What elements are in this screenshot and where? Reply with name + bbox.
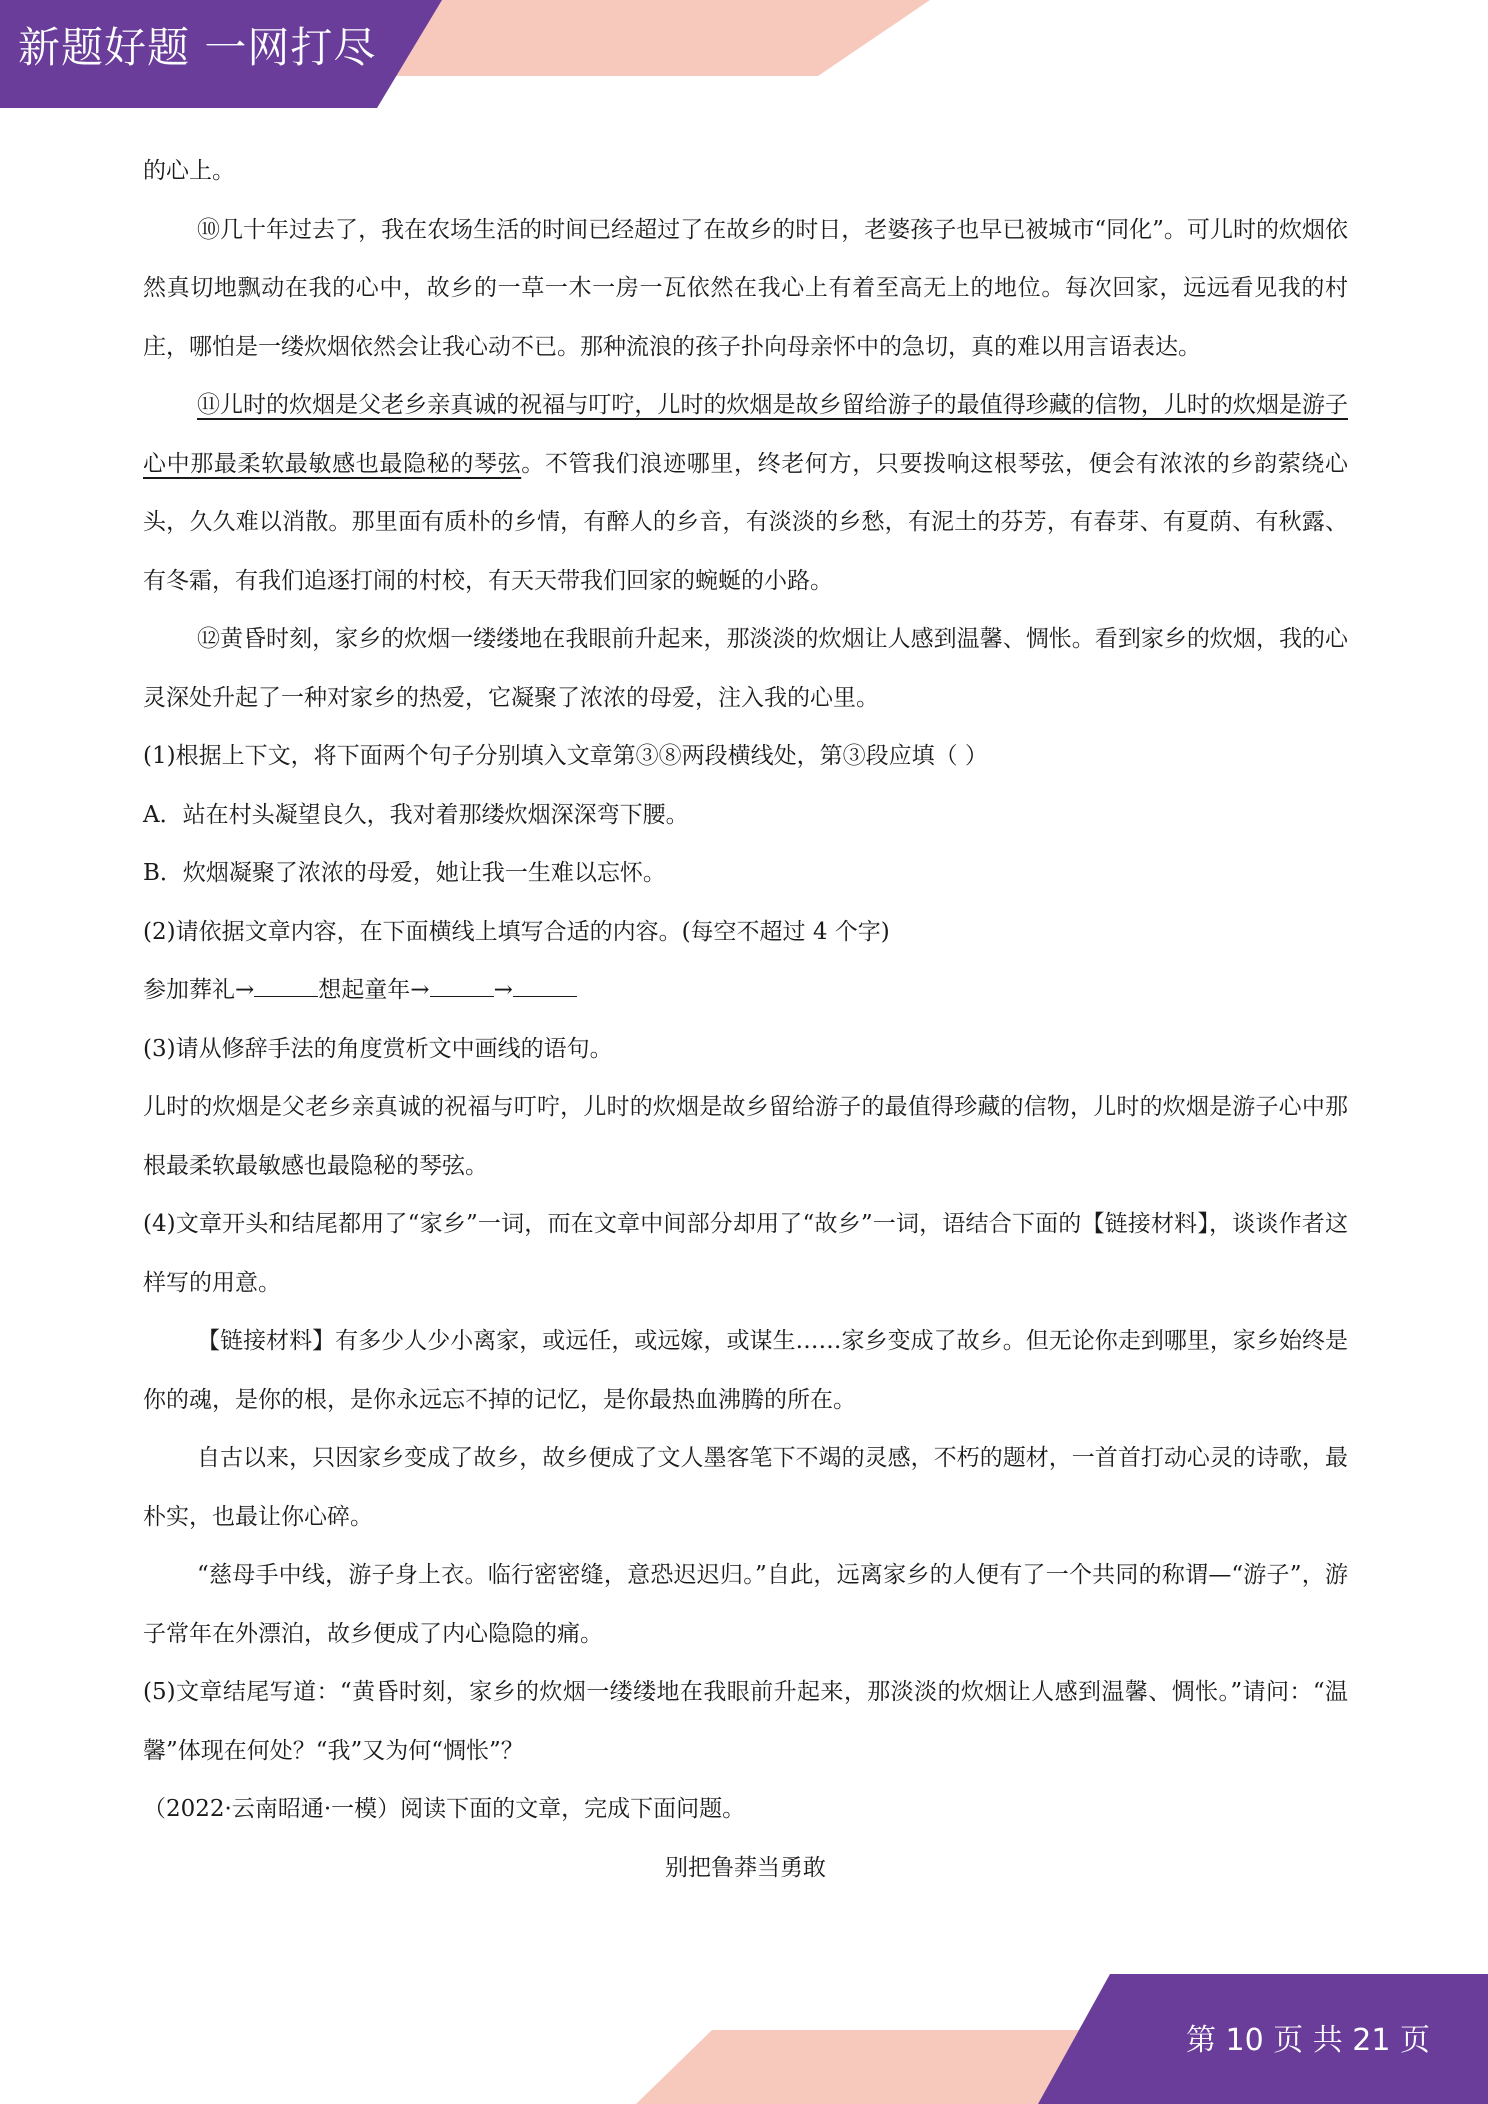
chain-step-1: 参加葬礼→ bbox=[143, 977, 255, 1003]
paragraph-11 bbox=[143, 376, 1348, 610]
question-3-quote: 儿时的炊烟是父老乡亲真诚的祝福与叮咛，儿时的炊烟是故乡留给游子的最值得珍藏的信物，儿时的炊烟是游子心中那根最柔软最敏感也最隐秘的琴弦。 bbox=[143, 1094, 1348, 1179]
question-1-option-a: A．站在村头凝望良久，我对着那缕炊烟深深弯下腰。 bbox=[143, 801, 689, 828]
question-3: (3)请从修辞手法的角度赏析文中画线的语句。 bbox=[143, 1035, 613, 1062]
question-2-fill-chain bbox=[143, 961, 1348, 1020]
question-4: (4)文章开头和结尾都用了“家乡”一词，而在文章中间部分却用了“故乡”一词，语结合下面的【链接材料】，谈谈作者这样写的用意。 bbox=[143, 1211, 1348, 1296]
question-5: (5)文章结尾写道：“黄昏时刻，家乡的炊烟一缕缕地在我眼前升起来，那淡淡的炊烟让人感到温馨、惆怅。”请问：“温馨”体现在何处？“我”又为何“惆怅”？ bbox=[143, 1679, 1348, 1764]
link-material-2: 自古以来，只因家乡变成了故乡，故乡便成了文人墨客笔下不竭的灵感，不朽的题材，一首首打动心灵的诗歌，最朴实，也最让你心碎。 bbox=[143, 1445, 1348, 1530]
question-1: (1)根据上下文，将下面两个句子分别填入文章第③⑧两段横线处，第③段应填（ ） bbox=[143, 743, 988, 769]
answer-blank-1[interactable] bbox=[254, 974, 318, 997]
header-title: 新题好题 一网打尽 bbox=[18, 23, 377, 72]
paragraph-continued: 的心上。 bbox=[143, 158, 235, 184]
link-material-1: 【链接材料】有多少人少小离家，或远任，或远嫁，或谋生……家乡变成了故乡。但无论你走到哪里，家乡始终是你的魂，是你的根，是你永远忘不掉的记忆，是你最热血沸腾的所在。 bbox=[143, 1328, 1348, 1413]
answer-blank-3[interactable] bbox=[513, 974, 577, 997]
page-number: 第 10 页 共 21 页 bbox=[1185, 2023, 1430, 2058]
paragraph-11-rest: 。不管我们浪迹哪里，终老何方，只要拨响这根琴弦，便会有浓浓的乡韵萦绕心头，久久难以消散。那里面有质朴的乡情，有醉人的乡音，有淡淡的乡愁，有泥土的芬芳，有春芽、有夏荫、有秋露、有冬霜，有我们追逐打闹的村校，有天天带我们回家的蜿蜒的小路。 bbox=[143, 450, 1349, 594]
chain-arrow: → bbox=[493, 977, 513, 1003]
paragraph-12: ⑫黄昏时刻，家乡的炊烟一缕缕地在我眼前升起来，那淡淡的炊烟让人感到温馨、惆怅。看到家乡的炊烟，我的心灵深处升起了一种对家乡的热爱，它凝聚了浓浓的母爱，注入我的心里。 bbox=[143, 626, 1348, 711]
link-material-3: “慈母手中线，游子身上衣。临行密密缝，意恐迟迟归。”自此，远离家乡的人便有了一个共同的称谓—“游子”，游子常年在外漂泊，故乡便成了内心隐隐的痛。 bbox=[143, 1562, 1348, 1647]
chain-step-2: 想起童年→ bbox=[318, 977, 430, 1003]
question-1-option-b: B．炊烟凝聚了浓浓的母爱，她让我一生难以忘怀。 bbox=[143, 860, 666, 886]
next-passage-title: 别把鲁莽当勇敢 bbox=[665, 1854, 826, 1881]
underlined-sentence: ⑪儿时的炊烟是父老乡亲真诚的祝福与叮咛，儿时的炊烟是故乡留给游子的最值得珍藏的信物，儿时的炊烟是游子心中那最柔软最敏感也最隐秘的琴弦 bbox=[143, 392, 1348, 477]
paragraph-10: ⑩几十年过去了，我在农场生活的时间已经超过了在故乡的时日，老婆孩子也早已被城市“同化”。可儿时的炊烟依然真切地飘动在我的心中，故乡的一草一木一房一瓦依然在我心上有着至高无上的地位。每次回家，远远看见我的村庄，哪怕是一缕炊烟依然会让我心动不已。那种流浪的孩子扑向母亲怀中的急切，真的难以用言语表达。 bbox=[143, 216, 1348, 360]
answer-blank-2[interactable] bbox=[430, 974, 494, 997]
next-passage-intro: （2022·云南昭通·一模）阅读下面的文章，完成下面问题。 bbox=[143, 1796, 746, 1822]
question-2: (2)请依据文章内容，在下面横线上填写合适的内容。(每空不超过 4 个字) bbox=[143, 918, 890, 945]
document-body bbox=[143, 142, 1348, 1897]
